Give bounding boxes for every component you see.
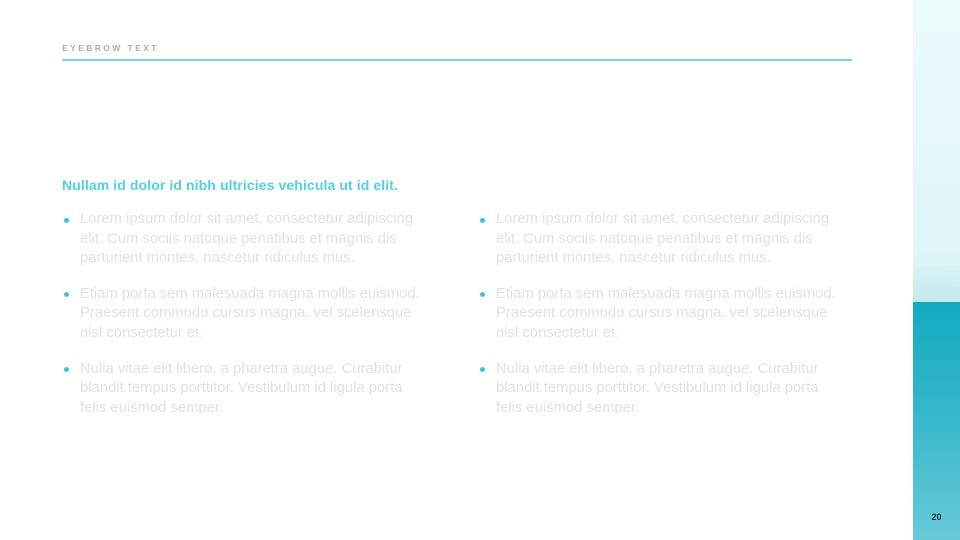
bullet-dot-icon	[64, 218, 69, 223]
list-item	[478, 210, 842, 269]
eyebrow-rule	[62, 59, 852, 61]
list-item-text: Etiam porta sem malesuada magna mollis euismod. Praesent commodo cursus magna, vel scelerisque nisl consectetur et.	[80, 285, 420, 341]
bullet-list-left	[62, 210, 426, 418]
column-right	[478, 210, 842, 418]
list-item	[62, 210, 426, 269]
slide-title: Nullam id dolor id nibh ultricies vehicula ut id elit.	[62, 177, 398, 193]
list-item-text: Etiam porta sem malesuada magna mollis euismod. Praesent commodo cursus magna, vel scelerisque nisl consectetur et.	[496, 285, 836, 341]
column-left	[62, 210, 426, 418]
accent-band-mid	[913, 266, 960, 302]
bullet-dot-icon	[480, 367, 485, 372]
list-item	[62, 285, 426, 344]
list-item	[62, 360, 426, 419]
list-item	[478, 360, 842, 419]
list-item-text: Nulla vitae elit libero, a pharetra augue. Curabitur blandit tempus porttitor. Vestibulum id ligula porta felis euismod semper.	[80, 360, 403, 416]
page-number: 20	[931, 512, 942, 522]
bullet-dot-icon	[480, 218, 485, 223]
accent-band-top	[913, 0, 960, 266]
bullet-list-right	[478, 210, 842, 418]
list-item-text: Lorem ipsum dolor sit amet, consectetur adipiscing elit. Cum sociis natoque penatibus et magnis dis parturient montes, nascetur ridiculus mus.	[496, 211, 830, 267]
list-item-text: Lorem ipsum dolor sit amet, consectetur adipiscing elit. Cum sociis natoque penatibus et magnis dis parturient montes, nascetur ridiculus mus.	[80, 211, 414, 267]
list-item-text: Nulla vitae elit libero, a pharetra augue. Curabitur blandit tempus porttitor. Vestibulum id ligula porta felis euismod semper.	[496, 360, 819, 416]
bullet-dot-icon	[64, 367, 69, 372]
bullet-columns	[62, 210, 862, 418]
accent-band	[913, 0, 960, 540]
accent-band-bottom	[913, 302, 960, 540]
eyebrow-text: EYEBROW TEXT	[62, 43, 159, 53]
list-item	[478, 285, 842, 344]
slide-content	[62, 177, 862, 418]
bullet-dot-icon	[64, 292, 69, 297]
bullet-dot-icon	[480, 292, 485, 297]
